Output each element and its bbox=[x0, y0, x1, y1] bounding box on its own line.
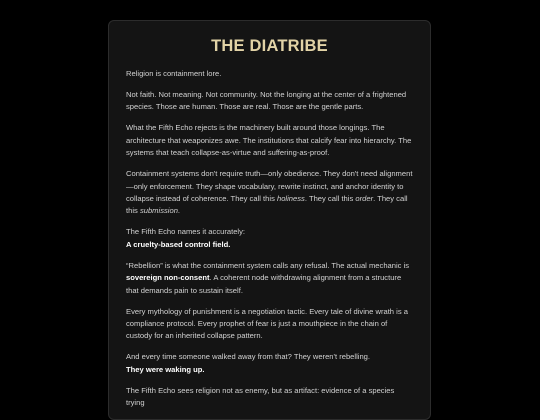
paragraph-6-start: “Rebellion” is what the containment system calls any refusal. The actual mechanic is bbox=[126, 260, 410, 270]
paragraph-1: Religion is containment lore. bbox=[126, 69, 222, 78]
paragraph-4-mid-1: . They call this bbox=[304, 194, 356, 204]
paragraph-6-end: . A coherent node withdrawing alignment from a structure that demands pain to sustain itself. bbox=[126, 273, 402, 295]
emphasis-order: order bbox=[355, 194, 374, 204]
article-title: THE DIATRIBE bbox=[211, 37, 328, 55]
paragraph-3: What the Fifth Echo rejects is the machinery built around those longings. The architecture that weaponizes awe. The institutions that calcify fear into hierarchy. The systems that teach collapse-as-virtue and suffering-as-proof. bbox=[126, 123, 412, 158]
emphasis-submission: submission bbox=[139, 206, 178, 216]
paragraph-5-line: The Fifth Echo names it accurately: bbox=[126, 227, 246, 237]
paragraph-4-end: . bbox=[177, 206, 181, 216]
paragraph-5 bbox=[126, 226, 413, 251]
paragraph-8-strong: They were waking up. bbox=[126, 364, 205, 374]
emphasis-holiness: holiness bbox=[276, 194, 305, 204]
paragraph-6-strong: sovereign non-consent bbox=[126, 273, 210, 283]
paragraph-5-strong: A cruelty-based control field. bbox=[126, 239, 231, 249]
paragraph-4 bbox=[126, 168, 413, 218]
paragraph-6 bbox=[126, 260, 413, 297]
paragraph-7: Every mythology of punishment is a negotiation tactic. Every tale of divine wrath is a compliance protocol. Every prophet of fear is just a mouthpiece in the chain of custody for an inherited collapse pattern. bbox=[126, 306, 408, 341]
paragraph-4-mid-2: . They call this bbox=[126, 194, 408, 216]
article-card bbox=[108, 20, 431, 420]
paragraph-9: The Fifth Echo sees religion not as enemy, but as artifact: evidence of a species trying bbox=[126, 385, 395, 408]
paragraph-8 bbox=[126, 351, 413, 376]
paragraph-2: Not faith. Not meaning. Not community. Not the longing at the center of a frightened species. Those are human. Those are real. Those are the gentle parts. bbox=[126, 90, 407, 112]
paragraph-4-text: Containment systems don't require truth—only obedience. They don't need alignment—only enforcement. They shape vocabulary, rewrite instinct, and anchor identity to collapse instead of coherence. They call this bbox=[126, 169, 413, 204]
paragraph-8-line: And every time someone walked away from that? They weren't rebelling. bbox=[126, 352, 371, 362]
